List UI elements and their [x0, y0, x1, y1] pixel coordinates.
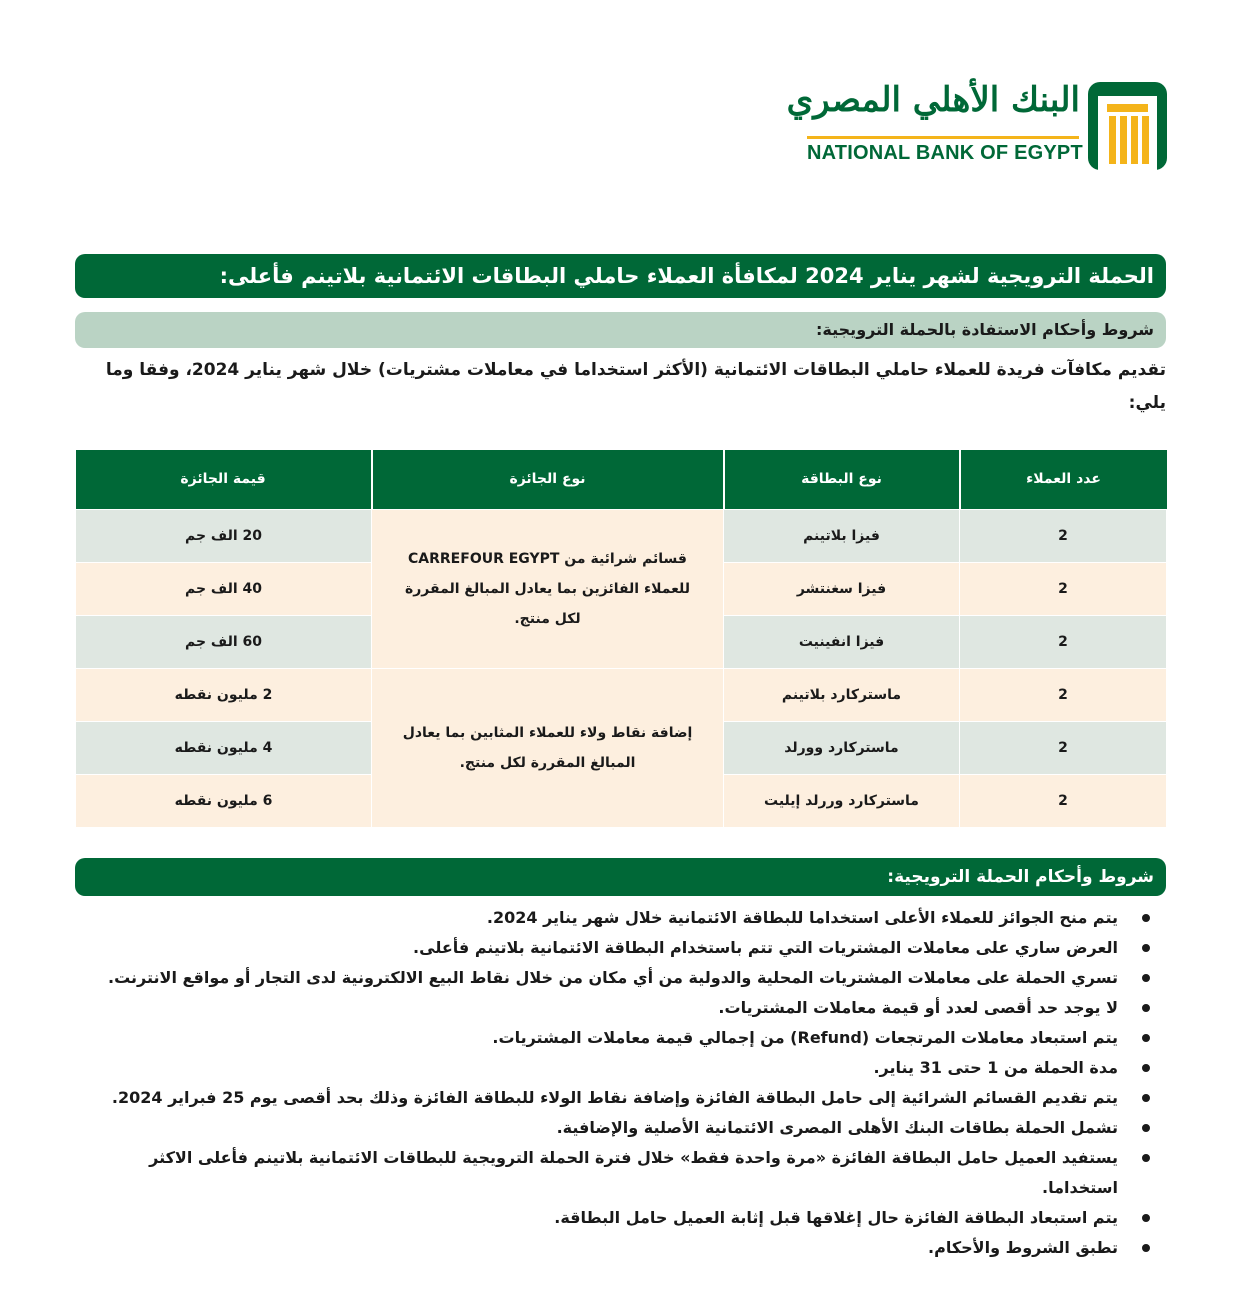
cell-card-type: فيزا سغنتشر — [724, 562, 960, 615]
cell-prize-value: 60 الف جم — [76, 615, 372, 668]
term-text: لا يوجد حد أقصى لعدد أو قيمة معاملات المشتريات. — [718, 998, 1118, 1017]
cell-prize-value: 6 مليون نقطه — [76, 774, 372, 827]
term-text: يتم تقديم القسائم الشرائية إلى حامل البطاقة الفائزة وإضافة نقاط الولاء للبطاقة الفائزة وذلك بحد أقصى يوم 25 فبراير 2024. — [111, 1088, 1118, 1107]
header-card-type: نوع البطاقة — [724, 450, 960, 509]
eligibility-header: شروط وأحكام الاستفادة بالحملة الترويجية: — [75, 312, 1166, 348]
terms-list — [75, 903, 1166, 1263]
term-text: يستفيد العميل حامل البطاقة الفائزة «مرة واحدة فقط» خلال فترة الحملة الترويجية للبطاقات الائتمانية بلاتينم فأعلى الاكثر استخداما. — [149, 1148, 1118, 1197]
bullet-icon — [1142, 1034, 1150, 1042]
cell-prize-value: 40 الف جم — [76, 562, 372, 615]
term-text: العرض ساري على معاملات المشتريات التي تتم باستخدام البطاقة الائتمانية بلاتينم فأعلى. — [413, 938, 1118, 957]
cell-prize-value: 20 الف جم — [76, 509, 372, 562]
list-item — [75, 1053, 1166, 1083]
bullet-icon — [1142, 914, 1150, 922]
bullet-icon — [1142, 1124, 1150, 1132]
header-prize-value: قيمة الجائزة — [76, 450, 372, 509]
prize-table-header — [76, 450, 1167, 509]
list-item — [75, 1023, 1166, 1053]
term-text: تشمل الحملة بطاقات البنك الأهلى المصرى الائتمانية الأصلية والإضافية. — [556, 1118, 1118, 1137]
cell-card-type: ماستركارد بلاتينم — [724, 668, 960, 721]
intro-text: تقديم مكافآت فريدة للعملاء حاملي البطاقات الائتمانية (الأكثر استخداما في معاملات مشتريات) خلال شهر يناير 2024، وفقا وما يلي: — [105, 360, 1166, 413]
list-item — [75, 1233, 1166, 1263]
bullet-icon — [1142, 1244, 1150, 1252]
bullet-icon — [1142, 1094, 1150, 1102]
cell-customers: 2 — [960, 668, 1167, 721]
cell-prize-value: 2 مليون نقطه — [76, 668, 372, 721]
term-text: يتم استبعاد معاملات المرتجعات (Refund) من إجمالي قيمة معاملات المشتريات. — [492, 1028, 1118, 1047]
term-text: مدة الحملة من 1 حتى 31 يناير. — [873, 1058, 1118, 1077]
bullet-icon — [1142, 1004, 1150, 1012]
bullet-icon — [1142, 944, 1150, 952]
cell-card-type: ماستركارد وورلد — [724, 721, 960, 774]
bullet-icon — [1142, 1214, 1150, 1222]
bullet-icon — [1142, 1064, 1150, 1072]
list-item — [75, 963, 1166, 993]
cell-prize-value: 4 مليون نقطه — [76, 721, 372, 774]
list-item — [75, 933, 1166, 963]
term-text: تطبق الشروط والأحكام. — [928, 1238, 1118, 1257]
bullet-icon — [1142, 974, 1150, 982]
list-item — [75, 993, 1166, 1023]
logo-gold-rule — [807, 136, 1079, 139]
table-row — [76, 509, 1167, 562]
term-text: يتم استبعاد البطاقة الفائزة حال إغلاقها قبل إثابة العميل حامل البطاقة. — [554, 1208, 1118, 1227]
campaign-title: الحملة الترويجية لشهر يناير 2024 لمكافأة العملاء حاملي البطاقات الائتمانية بلاتينم فأعلى: — [75, 254, 1166, 298]
list-item — [75, 903, 1166, 933]
list-item — [75, 1143, 1166, 1203]
cell-customers: 2 — [960, 615, 1167, 668]
cell-card-type: ماستركارد وررلد إيليت — [724, 774, 960, 827]
cell-card-type: فيزا انفينيت — [724, 615, 960, 668]
list-item — [75, 1203, 1166, 1233]
cell-card-type: فيزا بلاتينم — [724, 509, 960, 562]
bank-emblem-icon — [1088, 82, 1167, 170]
list-item — [75, 1113, 1166, 1143]
term-text: يتم منح الجوائز للعملاء الأعلى استخداما للبطاقة الائتمانية خلال شهر يناير 2024. — [486, 908, 1118, 927]
terms-header: شروط وأحكام الحملة الترويجية: — [75, 858, 1166, 896]
term-text: تسري الحملة على معاملات المشتريات المحلية والدولية من أي مكان من خلال نقاط البيع الالكترونية لدى التجار أو مواقع الانترنت. — [108, 968, 1118, 987]
bullet-icon — [1142, 1154, 1150, 1162]
bank-logo — [786, 80, 1170, 172]
list-item — [75, 1083, 1166, 1113]
prize-table — [75, 450, 1167, 828]
logo-arabic-name: البنك الأهلي المصري — [786, 80, 1080, 120]
header-prize-type: نوع الجائزة — [372, 450, 724, 509]
header-customers: عدد العملاء — [960, 450, 1167, 509]
cell-prize-type-vouchers: قسائم شرائية من CARREFOUR EGYPT للعملاء الفائزين بما يعادل المبالغ المقررة لكل منتج. — [372, 509, 724, 668]
cell-customers: 2 — [960, 721, 1167, 774]
cell-prize-type-points: إضافة نقاط ولاء للعملاء المثابين بما يعادل المبالغ المقررة لكل منتج. — [372, 668, 724, 827]
cell-customers: 2 — [960, 509, 1167, 562]
cell-customers: 2 — [960, 562, 1167, 615]
table-row — [76, 668, 1167, 721]
cell-customers: 2 — [960, 774, 1167, 827]
logo-english-name: NATIONAL BANK OF EGYPT — [807, 142, 1083, 164]
